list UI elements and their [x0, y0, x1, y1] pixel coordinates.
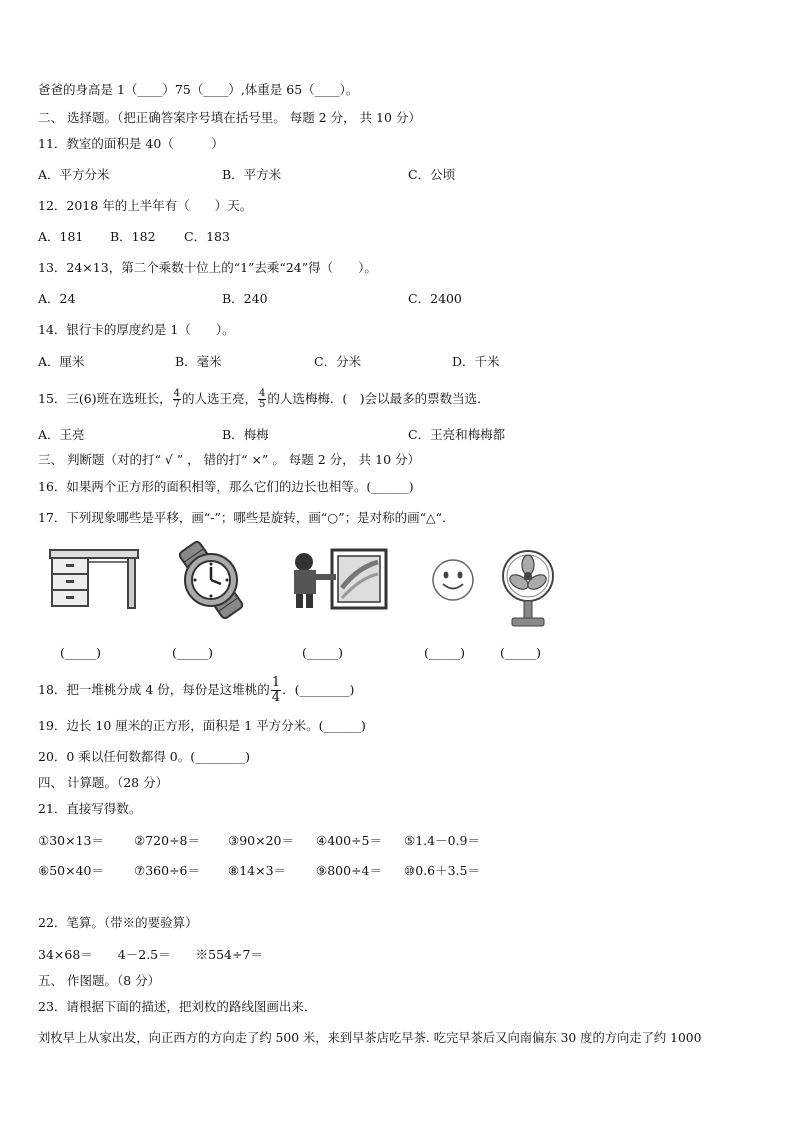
- q21-item-2: ②720÷8＝: [134, 833, 200, 848]
- desk-icon: [48, 548, 140, 612]
- q15-fraction-1: [173, 389, 181, 410]
- fraction-denominator: 4: [271, 690, 281, 705]
- q21-item-8: ⑧14×3＝: [228, 863, 287, 878]
- q22-items: 34×68＝ 4－2.5＝ ※554÷7＝: [38, 947, 263, 962]
- q21-item-9: ⑨800÷4＝: [316, 863, 382, 878]
- q11-option-a: A．平方分米: [38, 167, 110, 182]
- q17-blank-2[interactable]: (_____): [172, 645, 214, 660]
- section-4-heading: 四、 计算题。（28 分）: [38, 775, 169, 790]
- fraction-numerator: 1: [271, 675, 281, 690]
- q17-blank-4[interactable]: (_____): [424, 645, 466, 660]
- q15-text-a: 15．三(6)班在选班长，: [38, 391, 172, 406]
- question-11: 11．教室的面积是 40（ ）: [38, 136, 224, 151]
- q21-item-10: ⑩0.6＋3.5＝: [404, 863, 480, 878]
- q15-option-a: A．王亮: [38, 427, 85, 442]
- fraction-numerator: 4: [259, 388, 266, 399]
- fraction-numerator: 4: [173, 388, 180, 399]
- q14-option-d: D．千米: [452, 354, 500, 369]
- q17-blank-3[interactable]: (_____): [302, 645, 344, 660]
- section-3-heading: 三、 判断题（对的打“ √ ” ， 错的打“ ×” 。 每题 2 分， 共 10 分）: [38, 452, 421, 467]
- fraction-denominator: 5: [259, 399, 266, 410]
- q18-text-a: 18．把一堆桃分成 4 份，每份是这堆桃的: [38, 682, 270, 697]
- question-14: 14．银行卡的厚度约是 1（ ）。: [38, 322, 235, 337]
- q11-option-b: B．平方米: [222, 167, 282, 182]
- question-16: 16．如果两个正方形的面积相等，那么它们的边长也相等。(______): [38, 479, 414, 494]
- section-2-heading: 二、 选择题。（把正确答案序号填在括号里。 每题 2 分， 共 10 分）: [38, 110, 421, 125]
- q14-option-b: B．毫米: [175, 354, 222, 369]
- q13-option-c: C．2400: [408, 291, 462, 306]
- watch-icon: [165, 540, 257, 620]
- question-22: 22．笔算。（带※的要验算）: [38, 915, 198, 930]
- q13-option-b: B．240: [222, 291, 268, 306]
- question-19: 19．边长 10 厘米的正方形，面积是 1 平方分米。(______): [38, 718, 366, 733]
- question-13: 13．24×13，第二个乘数十位上的“1”去乘“24”得（ ）。: [38, 260, 377, 275]
- question-20: 20．0 乘以任何数都得 0。(________): [38, 749, 251, 764]
- question-23: 23．请根据下面的描述，把刘枚的路线图画出来．: [38, 999, 317, 1014]
- window-sliding-icon: [282, 548, 388, 610]
- q12-option-c: C．183: [184, 229, 230, 244]
- question-10-text: 爸爸的身高是 1（____）75（____）,体重是 65（____）。: [38, 82, 359, 97]
- q15-fraction-2: [258, 389, 266, 410]
- question-12: 12．2018 年的上半年有（ ）天。: [38, 198, 253, 213]
- q12-option-a: A．181: [38, 229, 84, 244]
- question-21: 21．直接写得数。: [38, 801, 142, 816]
- q15-option-b: B．梅梅: [222, 427, 269, 442]
- q21-item-7: ⑦360÷6＝: [134, 863, 200, 878]
- q14-option-a: A．厘米: [38, 354, 85, 369]
- q15-text-b: 的人选王亮，: [182, 391, 258, 406]
- q21-item-4: ④400÷5＝: [316, 833, 382, 848]
- q11-option-c: C．公顷: [408, 167, 456, 182]
- q18-text-b: ．(________): [282, 682, 355, 697]
- q23-description: 刘枚早上从家出发，向正西方的方向走了约 500 米，来到早茶店吃早茶. 吃完早茶后又向南偏东 30 度的方向走了约 1000: [38, 1031, 702, 1045]
- q14-option-c: C．分米: [314, 354, 362, 369]
- question-18: [38, 672, 354, 708]
- q21-item-6: ⑥50×40＝: [38, 863, 104, 878]
- section-5-heading: 五、 作图题。（8 分）: [38, 973, 161, 988]
- q17-blank-1[interactable]: (_____): [60, 645, 102, 660]
- q12-option-b: B．182: [110, 229, 156, 244]
- q21-item-5: ⑤1.4－0.9＝: [404, 833, 480, 848]
- q13-option-a: A．24: [38, 291, 76, 306]
- smiley-face-icon: [430, 557, 476, 603]
- q15-text-c: 的人选梅梅．( )会以最多的票数当选．: [267, 391, 490, 406]
- fraction-denominator: 7: [173, 399, 180, 410]
- q21-item-3: ③90×20＝: [228, 833, 294, 848]
- q17-blank-5[interactable]: (_____): [500, 645, 542, 660]
- q21-item-1: ①30×13＝: [38, 833, 104, 848]
- q18-fraction: [271, 676, 281, 705]
- question-15: [38, 383, 490, 415]
- question-17: 17．下列现象哪些是平移，画“-”；哪些是旋转，画“○”；是对称的画“△“．: [38, 510, 455, 525]
- fan-icon: [500, 548, 556, 630]
- q15-option-c: C．王亮和梅梅都: [408, 427, 506, 442]
